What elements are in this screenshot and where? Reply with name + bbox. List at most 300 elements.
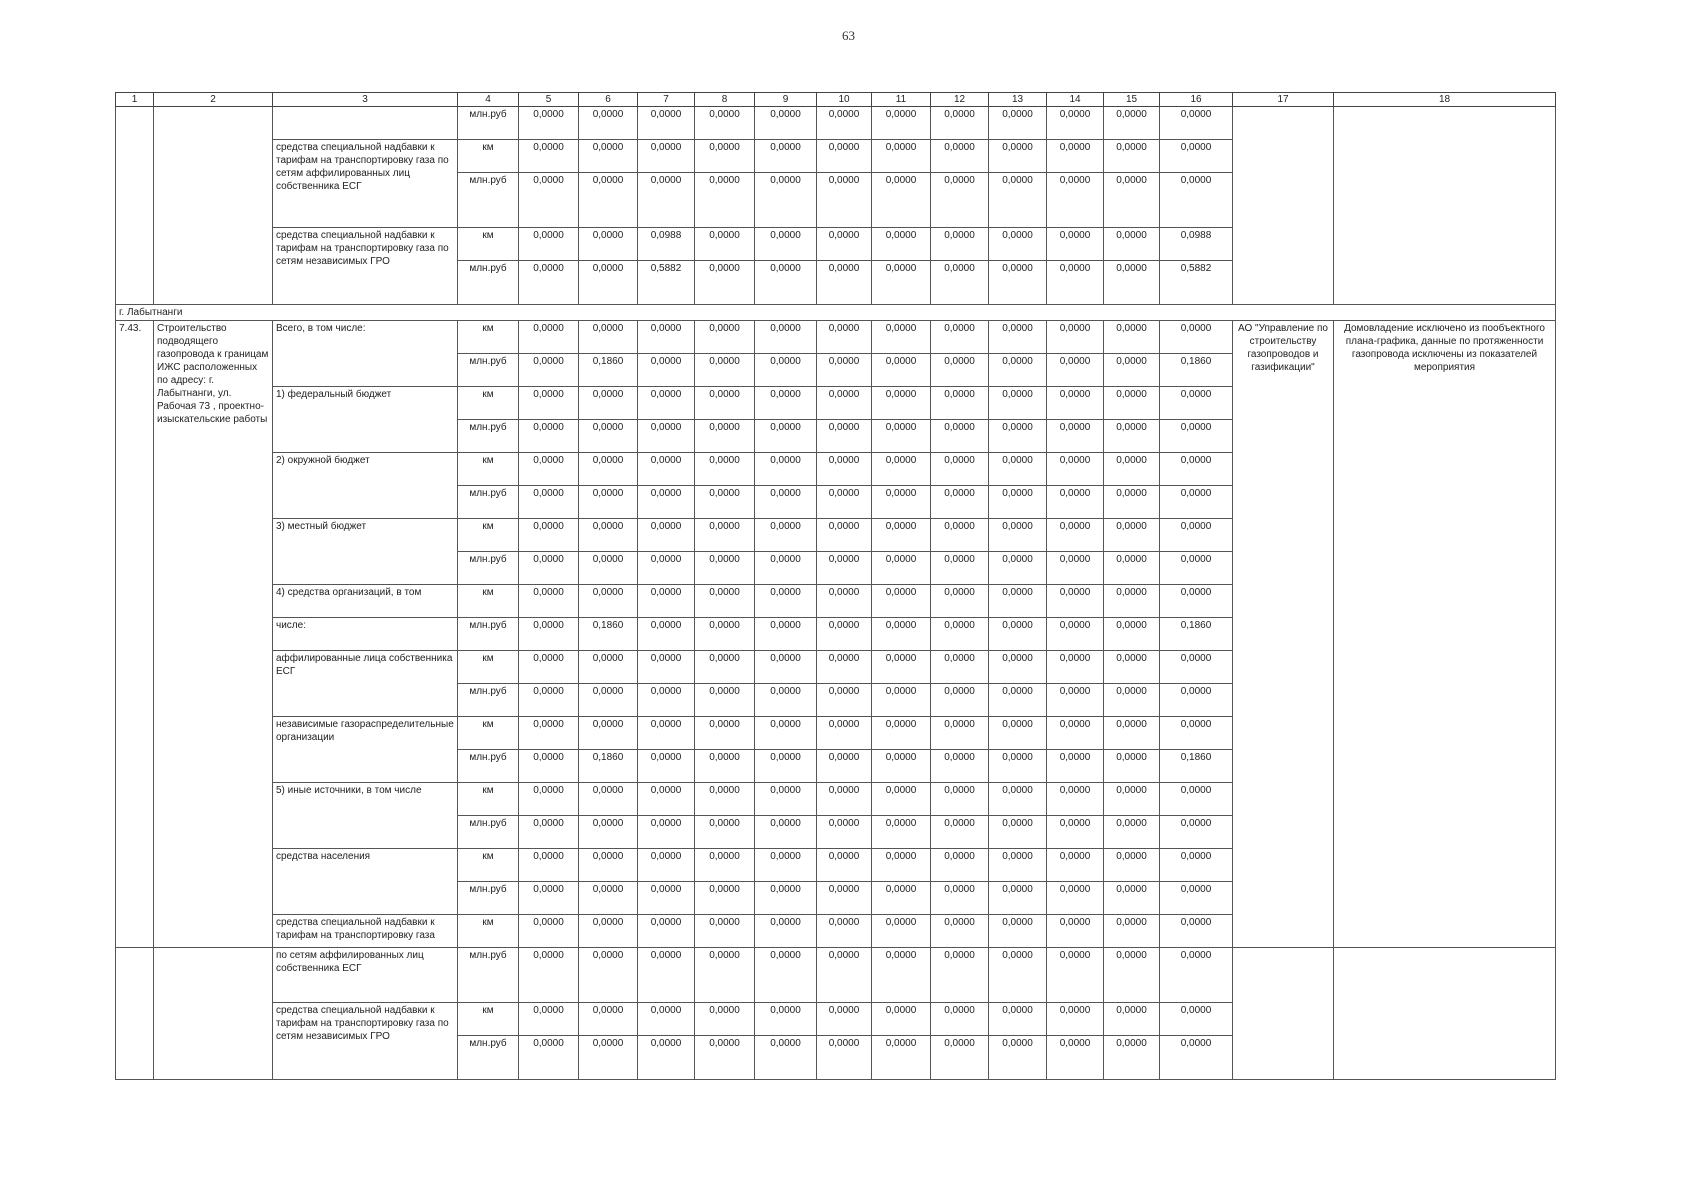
value-cell: 0,0000 bbox=[1160, 453, 1233, 486]
header-cell: 12 bbox=[931, 93, 989, 107]
value-cell: 0,0000 bbox=[638, 140, 695, 173]
value-cell: 0,0000 bbox=[1047, 651, 1104, 684]
value-cell: 0,0000 bbox=[579, 519, 638, 552]
value-cell: 0,0000 bbox=[1104, 618, 1160, 651]
value-cell: 0,0000 bbox=[755, 618, 817, 651]
value-cell: 0,0000 bbox=[1104, 321, 1160, 354]
value-cell: 0,0000 bbox=[1104, 420, 1160, 453]
value-cell: 0,0000 bbox=[1047, 783, 1104, 816]
value-cell: 0,0000 bbox=[638, 618, 695, 651]
value-cell: 0,0000 bbox=[1104, 552, 1160, 585]
value-cell: 0,0000 bbox=[931, 618, 989, 651]
value-cell: 0,0000 bbox=[1047, 717, 1104, 750]
value-cell: 0,0000 bbox=[1160, 140, 1233, 173]
value-cell: 0,0000 bbox=[519, 107, 579, 140]
value-cell: 0,0000 bbox=[579, 882, 638, 915]
value-cell: 0,0000 bbox=[1160, 717, 1233, 750]
value-cell: 0,0000 bbox=[519, 519, 579, 552]
value-cell: 0,0000 bbox=[989, 420, 1047, 453]
value-cell: 0,0000 bbox=[1160, 420, 1233, 453]
value-cell: 0,0000 bbox=[931, 684, 989, 717]
value-cell: 0,0000 bbox=[872, 354, 931, 387]
unit-cell: млн.руб bbox=[458, 552, 519, 585]
value-cell: 0,0000 bbox=[1104, 783, 1160, 816]
value-cell: 0,0000 bbox=[872, 882, 931, 915]
value-cell: 0,0000 bbox=[695, 750, 755, 783]
unit-cell: млн.руб bbox=[458, 684, 519, 717]
value-cell: 0,0000 bbox=[579, 1036, 638, 1080]
value-cell: 0,0000 bbox=[755, 420, 817, 453]
unit-cell: км bbox=[458, 915, 519, 948]
value-cell: 0,0000 bbox=[1104, 519, 1160, 552]
value-cell: 0,0000 bbox=[579, 173, 638, 228]
value-cell: 0,0000 bbox=[695, 717, 755, 750]
value-cell: 0,0000 bbox=[1104, 882, 1160, 915]
value-cell: 0,0000 bbox=[989, 453, 1047, 486]
value-cell: 0,0000 bbox=[872, 486, 931, 519]
row-label: средства населения bbox=[273, 849, 458, 915]
value-cell: 0,0000 bbox=[1047, 618, 1104, 651]
value-cell: 0,0000 bbox=[638, 519, 695, 552]
value-cell: 0,0000 bbox=[755, 816, 817, 849]
value-cell: 0,0000 bbox=[638, 915, 695, 948]
value-cell: 0,0000 bbox=[579, 915, 638, 948]
value-cell: 0,0000 bbox=[1047, 173, 1104, 228]
value-cell: 0,0000 bbox=[872, 948, 931, 1003]
value-cell: 0,0000 bbox=[817, 948, 872, 1003]
value-cell: 0,0000 bbox=[755, 486, 817, 519]
value-cell: 0,0000 bbox=[579, 228, 638, 261]
value-cell: 0,0000 bbox=[519, 915, 579, 948]
header-cell: 6 bbox=[579, 93, 638, 107]
header-cell: 10 bbox=[817, 93, 872, 107]
value-cell: 0,0000 bbox=[1160, 882, 1233, 915]
value-cell: 0,0000 bbox=[989, 354, 1047, 387]
value-cell: 0,0000 bbox=[695, 261, 755, 305]
value-cell: 0,0000 bbox=[1104, 486, 1160, 519]
table-row bbox=[116, 321, 1556, 354]
value-cell: 0,0000 bbox=[989, 1036, 1047, 1080]
row-label: средства специальной надбавки к тарифам на транспортировку газа по сетям аффилированных лиц собственника ЕСГ bbox=[273, 140, 458, 228]
value-cell: 0,0000 bbox=[519, 354, 579, 387]
value-cell: 0,0000 bbox=[872, 321, 931, 354]
value-cell: 0,0000 bbox=[1047, 915, 1104, 948]
value-cell: 0,0000 bbox=[755, 140, 817, 173]
value-cell: 0,0000 bbox=[872, 107, 931, 140]
value-cell: 0,0000 bbox=[695, 849, 755, 882]
table-row bbox=[116, 107, 1556, 140]
value-cell: 0,0000 bbox=[755, 684, 817, 717]
value-cell: 0,0000 bbox=[817, 228, 872, 261]
value-cell: 0,1860 bbox=[1160, 354, 1233, 387]
value-cell: 0,0988 bbox=[1160, 228, 1233, 261]
value-cell: 0,0000 bbox=[1160, 684, 1233, 717]
unit-cell: км bbox=[458, 321, 519, 354]
value-cell: 0,0000 bbox=[872, 1036, 931, 1080]
value-cell: 0,0000 bbox=[755, 585, 817, 618]
value-cell: 0,0000 bbox=[931, 1003, 989, 1036]
unit-cell: млн.руб bbox=[458, 173, 519, 228]
value-cell: 0,0000 bbox=[695, 948, 755, 1003]
value-cell: 0,0000 bbox=[817, 261, 872, 305]
value-cell: 0,0000 bbox=[519, 173, 579, 228]
row-label: 4) средства организаций, в том bbox=[273, 585, 458, 618]
value-cell: 0,0000 bbox=[1047, 140, 1104, 173]
value-cell: 0,0000 bbox=[931, 816, 989, 849]
value-cell: 0,0000 bbox=[989, 750, 1047, 783]
city-row bbox=[116, 305, 1556, 321]
value-cell: 0,0000 bbox=[638, 849, 695, 882]
row-label: средства специальной надбавки к тарифам на транспортировку газа по сетям независимых ГРО bbox=[273, 1003, 458, 1080]
value-cell: 0,0000 bbox=[1047, 453, 1104, 486]
value-cell: 0,0000 bbox=[872, 849, 931, 882]
cell-blank bbox=[116, 107, 154, 305]
value-cell: 0,0000 bbox=[1104, 140, 1160, 173]
value-cell: 0,0000 bbox=[1160, 387, 1233, 420]
value-cell: 0,0000 bbox=[989, 140, 1047, 173]
value-cell: 0,0000 bbox=[579, 107, 638, 140]
value-cell: 0,0000 bbox=[755, 321, 817, 354]
unit-cell: км bbox=[458, 1003, 519, 1036]
value-cell: 0,0000 bbox=[989, 717, 1047, 750]
value-cell: 0,0000 bbox=[638, 420, 695, 453]
header-cell: 7 bbox=[638, 93, 695, 107]
value-cell: 0,0000 bbox=[1104, 948, 1160, 1003]
unit-cell: млн.руб bbox=[458, 948, 519, 1003]
row-label: средства специальной надбавки к тарифам на транспортировку газа по сетям независимых ГРО bbox=[273, 228, 458, 305]
value-cell: 0,0000 bbox=[638, 486, 695, 519]
value-cell: 0,0000 bbox=[755, 519, 817, 552]
cell-blank bbox=[1334, 948, 1556, 1080]
unit-cell: млн.руб bbox=[458, 420, 519, 453]
value-cell: 0,0000 bbox=[519, 816, 579, 849]
value-cell: 0,0000 bbox=[931, 420, 989, 453]
cell-blank bbox=[116, 948, 154, 1080]
value-cell: 0,0000 bbox=[1047, 387, 1104, 420]
row-label: аффилированные лица собственника ЕСГ bbox=[273, 651, 458, 717]
value-cell: 0,0000 bbox=[817, 915, 872, 948]
value-cell: 0,0000 bbox=[1047, 1036, 1104, 1080]
value-cell: 0,0000 bbox=[872, 552, 931, 585]
value-cell: 0,0000 bbox=[755, 717, 817, 750]
value-cell: 0,0000 bbox=[872, 519, 931, 552]
value-cell: 0,0000 bbox=[817, 453, 872, 486]
value-cell: 0,0000 bbox=[931, 1036, 989, 1080]
value-cell: 0,0000 bbox=[1104, 387, 1160, 420]
unit-cell: км bbox=[458, 849, 519, 882]
value-cell: 0,1860 bbox=[1160, 618, 1233, 651]
value-cell: 0,0000 bbox=[695, 816, 755, 849]
value-cell: 0,0000 bbox=[872, 816, 931, 849]
unit-cell: км bbox=[458, 140, 519, 173]
value-cell: 0,0000 bbox=[695, 618, 755, 651]
note-cell: Домовладение исключено из пообъектного плана-графика, данные по протяженности газопровода исключены из показателей мероприятия bbox=[1334, 321, 1556, 948]
value-cell: 0,0000 bbox=[989, 849, 1047, 882]
value-cell: 0,1860 bbox=[579, 618, 638, 651]
value-cell: 0,0000 bbox=[872, 618, 931, 651]
value-cell: 0,0000 bbox=[1104, 354, 1160, 387]
value-cell: 0,0000 bbox=[1160, 552, 1233, 585]
value-cell: 0,0000 bbox=[695, 651, 755, 684]
value-cell: 0,5882 bbox=[1160, 261, 1233, 305]
value-cell: 0,0000 bbox=[931, 849, 989, 882]
page-number: 63 bbox=[842, 28, 855, 43]
value-cell: 0,0000 bbox=[755, 783, 817, 816]
value-cell: 0,0000 bbox=[989, 107, 1047, 140]
value-cell: 0,0000 bbox=[755, 228, 817, 261]
value-cell: 0,0000 bbox=[817, 173, 872, 228]
value-cell: 0,0000 bbox=[1104, 750, 1160, 783]
row-label: средства специальной надбавки к тарифам на транспортировку газа bbox=[273, 915, 458, 948]
value-cell: 0,5882 bbox=[638, 261, 695, 305]
cell-blank bbox=[154, 107, 273, 305]
value-cell: 0,0000 bbox=[519, 948, 579, 1003]
value-cell: 0,0000 bbox=[519, 1003, 579, 1036]
value-cell: 0,0000 bbox=[1047, 420, 1104, 453]
value-cell: 0,0000 bbox=[695, 684, 755, 717]
unit-cell: км bbox=[458, 453, 519, 486]
value-cell: 0,0000 bbox=[931, 107, 989, 140]
header-cell: 11 bbox=[872, 93, 931, 107]
value-cell: 0,0000 bbox=[579, 1003, 638, 1036]
value-cell: 0,0000 bbox=[817, 750, 872, 783]
value-cell: 0,1860 bbox=[579, 354, 638, 387]
value-cell: 0,0000 bbox=[1160, 107, 1233, 140]
value-cell: 0,0000 bbox=[989, 915, 1047, 948]
value-cell: 0,0000 bbox=[1047, 1003, 1104, 1036]
value-cell: 0,0000 bbox=[872, 228, 931, 261]
value-cell: 0,0000 bbox=[1160, 948, 1233, 1003]
value-cell: 0,0000 bbox=[579, 261, 638, 305]
value-cell: 0,0000 bbox=[519, 228, 579, 261]
value-cell: 0,0000 bbox=[755, 552, 817, 585]
value-cell: 0,0000 bbox=[989, 684, 1047, 717]
value-cell: 0,0000 bbox=[1104, 684, 1160, 717]
row-label: числе: bbox=[273, 618, 458, 651]
value-cell: 0,0000 bbox=[817, 321, 872, 354]
value-cell: 0,0000 bbox=[1160, 519, 1233, 552]
value-cell: 0,0000 bbox=[817, 552, 872, 585]
value-cell: 0,0000 bbox=[1104, 1036, 1160, 1080]
value-cell: 0,0000 bbox=[695, 107, 755, 140]
row-label: 1) федеральный бюджет bbox=[273, 387, 458, 453]
header-cell: 14 bbox=[1047, 93, 1104, 107]
value-cell: 0,0000 bbox=[931, 173, 989, 228]
value-cell: 0,0000 bbox=[931, 750, 989, 783]
value-cell: 0,0000 bbox=[695, 173, 755, 228]
value-cell: 0,0000 bbox=[1047, 519, 1104, 552]
value-cell: 0,0000 bbox=[519, 585, 579, 618]
value-cell: 0,0000 bbox=[519, 618, 579, 651]
value-cell: 0,0000 bbox=[817, 618, 872, 651]
value-cell: 0,0000 bbox=[931, 519, 989, 552]
value-cell: 0,0000 bbox=[519, 420, 579, 453]
cell-blank bbox=[273, 107, 458, 140]
value-cell: 0,0000 bbox=[872, 717, 931, 750]
value-cell: 0,0000 bbox=[1047, 261, 1104, 305]
value-cell: 0,0000 bbox=[755, 849, 817, 882]
value-cell: 0,1860 bbox=[1160, 750, 1233, 783]
value-cell: 0,0000 bbox=[1160, 486, 1233, 519]
value-cell: 0,0000 bbox=[638, 321, 695, 354]
value-cell: 0,0000 bbox=[695, 387, 755, 420]
value-cell: 0,0000 bbox=[755, 453, 817, 486]
value-cell: 0,0000 bbox=[579, 651, 638, 684]
value-cell: 0,0000 bbox=[695, 140, 755, 173]
row-label: 5) иные источники, в том числе bbox=[273, 783, 458, 849]
value-cell: 0,0000 bbox=[817, 1003, 872, 1036]
row-label: Всего, в том числе: bbox=[273, 321, 458, 387]
value-cell: 0,0000 bbox=[695, 321, 755, 354]
cell-blank bbox=[154, 948, 273, 1080]
value-cell: 0,0000 bbox=[519, 849, 579, 882]
value-cell: 0,0000 bbox=[931, 228, 989, 261]
value-cell: 0,0000 bbox=[872, 453, 931, 486]
value-cell: 0,0000 bbox=[931, 585, 989, 618]
value-cell: 0,0000 bbox=[695, 354, 755, 387]
value-cell: 0,0000 bbox=[931, 140, 989, 173]
value-cell: 0,0000 bbox=[817, 816, 872, 849]
value-cell: 0,0000 bbox=[817, 717, 872, 750]
value-cell: 0,0000 bbox=[1160, 1036, 1233, 1080]
value-cell: 0,0000 bbox=[817, 849, 872, 882]
value-cell: 0,0000 bbox=[638, 651, 695, 684]
unit-cell: млн.руб bbox=[458, 618, 519, 651]
value-cell: 0,0000 bbox=[1160, 321, 1233, 354]
value-cell: 0,0000 bbox=[579, 486, 638, 519]
value-cell: 0,0000 bbox=[519, 261, 579, 305]
header-cell: 17 bbox=[1233, 93, 1334, 107]
value-cell: 0,0000 bbox=[931, 783, 989, 816]
value-cell: 0,0000 bbox=[638, 882, 695, 915]
value-cell: 0,0000 bbox=[579, 783, 638, 816]
value-cell: 0,0000 bbox=[695, 453, 755, 486]
value-cell: 0,0000 bbox=[1104, 915, 1160, 948]
value-cell: 0,0000 bbox=[695, 519, 755, 552]
value-cell: 0,0000 bbox=[989, 519, 1047, 552]
value-cell: 0,0000 bbox=[931, 915, 989, 948]
value-cell: 0,0000 bbox=[872, 173, 931, 228]
unit-cell: млн.руб bbox=[458, 354, 519, 387]
unit-cell: км bbox=[458, 519, 519, 552]
value-cell: 0,0000 bbox=[817, 684, 872, 717]
value-cell: 0,0000 bbox=[638, 750, 695, 783]
unit-cell: млн.руб bbox=[458, 261, 519, 305]
value-cell: 0,0000 bbox=[989, 585, 1047, 618]
value-cell: 0,0000 bbox=[695, 1003, 755, 1036]
value-cell: 0,0000 bbox=[817, 107, 872, 140]
value-cell: 0,0000 bbox=[1047, 354, 1104, 387]
header-cell: 2 bbox=[154, 93, 273, 107]
value-cell: 0,0000 bbox=[989, 387, 1047, 420]
header-cell: 1 bbox=[116, 93, 154, 107]
value-cell: 0,0000 bbox=[872, 915, 931, 948]
value-cell: 0,0000 bbox=[1160, 585, 1233, 618]
row-label: независимые газораспределительные организации bbox=[273, 717, 458, 783]
value-cell: 0,0000 bbox=[1047, 750, 1104, 783]
value-cell: 0,0000 bbox=[1047, 585, 1104, 618]
value-cell: 0,0000 bbox=[989, 552, 1047, 585]
value-cell: 0,0000 bbox=[579, 849, 638, 882]
unit-cell: км bbox=[458, 651, 519, 684]
value-cell: 0,0000 bbox=[695, 915, 755, 948]
value-cell: 0,0000 bbox=[755, 354, 817, 387]
value-cell: 0,0000 bbox=[1104, 651, 1160, 684]
header-cell: 9 bbox=[755, 93, 817, 107]
value-cell: 0,0000 bbox=[1047, 107, 1104, 140]
header-cell: 5 bbox=[519, 93, 579, 107]
item-number: 7.43. bbox=[116, 321, 154, 948]
value-cell: 0,0000 bbox=[931, 453, 989, 486]
header-cell: 13 bbox=[989, 93, 1047, 107]
value-cell: 0,0000 bbox=[931, 261, 989, 305]
header-cell: 15 bbox=[1104, 93, 1160, 107]
value-cell: 0,0000 bbox=[872, 651, 931, 684]
value-cell: 0,0000 bbox=[931, 321, 989, 354]
value-cell: 0,0000 bbox=[1104, 816, 1160, 849]
value-cell: 0,0000 bbox=[817, 140, 872, 173]
unit-cell: млн.руб bbox=[458, 1036, 519, 1080]
value-cell: 0,0000 bbox=[638, 783, 695, 816]
value-cell: 0,0000 bbox=[989, 486, 1047, 519]
header-cell: 8 bbox=[695, 93, 755, 107]
value-cell: 0,0000 bbox=[519, 1036, 579, 1080]
header-cell: 18 bbox=[1334, 93, 1556, 107]
value-cell: 0,0000 bbox=[755, 915, 817, 948]
value-cell: 0,0000 bbox=[872, 1003, 931, 1036]
unit-cell: млн.руб bbox=[458, 486, 519, 519]
value-cell: 0,0000 bbox=[817, 882, 872, 915]
value-cell: 0,0000 bbox=[1104, 173, 1160, 228]
value-cell: 0,0000 bbox=[989, 783, 1047, 816]
value-cell: 0,0000 bbox=[872, 750, 931, 783]
value-cell: 0,0000 bbox=[695, 420, 755, 453]
value-cell: 0,0000 bbox=[1047, 321, 1104, 354]
value-cell: 0,0000 bbox=[989, 228, 1047, 261]
value-cell: 0,0000 bbox=[519, 750, 579, 783]
value-cell: 0,0000 bbox=[638, 816, 695, 849]
value-cell: 0,0000 bbox=[638, 387, 695, 420]
value-cell: 0,0000 bbox=[817, 420, 872, 453]
cell-blank bbox=[1233, 948, 1334, 1080]
value-cell: 0,0000 bbox=[755, 173, 817, 228]
row-label: по сетям аффилированных лиц собственника ЕСГ bbox=[273, 948, 458, 1003]
value-cell: 0,0000 bbox=[519, 387, 579, 420]
unit-cell: км bbox=[458, 783, 519, 816]
value-cell: 0,0000 bbox=[579, 420, 638, 453]
item-name: Строительство подводящего газопровода к границам ИЖС расположенных по адресу: г. Лабытнанги, ул. Рабочая 73 , проектно-изыскательские работы bbox=[154, 321, 273, 948]
value-cell: 0,0000 bbox=[989, 948, 1047, 1003]
value-cell: 0,0000 bbox=[1160, 173, 1233, 228]
unit-cell: млн.руб bbox=[458, 107, 519, 140]
value-cell: 0,0000 bbox=[519, 453, 579, 486]
value-cell: 0,0000 bbox=[1104, 849, 1160, 882]
value-cell: 0,0000 bbox=[519, 882, 579, 915]
value-cell: 0,0000 bbox=[1160, 783, 1233, 816]
value-cell: 0,1860 bbox=[579, 750, 638, 783]
unit-cell: км bbox=[458, 585, 519, 618]
value-cell: 0,0000 bbox=[1104, 585, 1160, 618]
value-cell: 0,0000 bbox=[989, 321, 1047, 354]
value-cell: 0,0000 bbox=[579, 453, 638, 486]
value-cell: 0,0000 bbox=[755, 1003, 817, 1036]
value-cell: 0,0000 bbox=[695, 585, 755, 618]
value-cell: 0,0000 bbox=[695, 486, 755, 519]
value-cell: 0,0988 bbox=[638, 228, 695, 261]
value-cell: 0,0000 bbox=[638, 107, 695, 140]
value-cell: 0,0000 bbox=[872, 261, 931, 305]
table-row bbox=[116, 948, 1556, 1003]
